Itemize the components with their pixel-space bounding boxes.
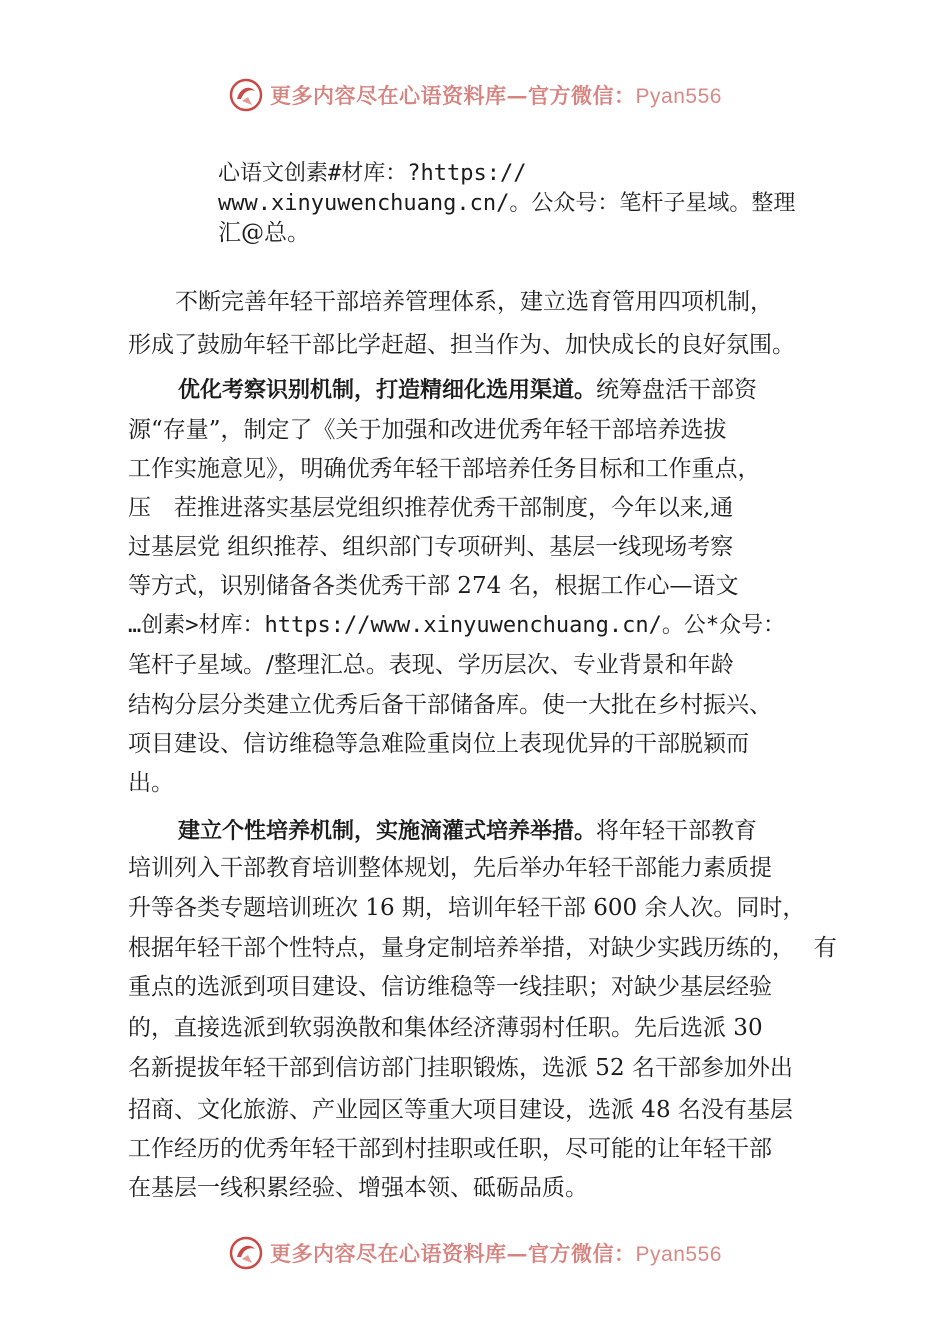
section1-first-rest: 统筹盘活干部资 [596,377,758,403]
intro-line: 形成了鼓励年轻干部比学赶超、担当作为、加快成长的良好氛围。 [128,332,795,358]
section1-line: …创素>材库：https://www.xinyuwenchuang.cn/。公*众号： [128,613,786,638]
footer-banner [0,1228,950,1278]
header-wechat-id: Pyan556 [635,85,722,108]
section2-line: 升等各类专题培训班次 16 期，培训年轻干部 600 余人次。同时， [128,895,806,921]
header-banner [0,70,950,120]
notice-line: 汇@总。 [218,220,310,246]
section2-line: 根据年轻干部个性特点，量身定制培养举措，对缺少实践历练的， 有 [128,935,837,961]
brand-logo-icon [228,77,264,113]
intro-line: 不断完善年轻干部培养管理体系，建立选育管用四项机制， [175,289,773,315]
section1-line: 工作实施意见》，明确优秀年轻干部培养任务目标和工作重点， [128,456,761,482]
section1-line: 笔杆子星域。/整理汇总。表现、学历层次、专业背景和年龄 [128,652,734,678]
section2-line: 在基层一线积累经验、增强本领、砥砺品质。 [128,1175,588,1201]
section1-line: 出。 [128,770,174,796]
section1-heading: 优化考察识别机制，打造精细化选用渠道。 [178,378,597,403]
section1-first-line [178,370,757,410]
section2-first-rest: 将年轻干部教育 [596,818,758,844]
section1-line: 结构分层分类建立优秀后备干部储备库。使一大批在乡村振兴、 [128,692,772,718]
notice-line: 心语文创素#材库：?https:// [218,161,527,186]
section2-line: 的，直接选派到软弱涣散和集体经济薄弱村任职。先后选派 30 [128,1015,763,1041]
header-banner-text [270,80,722,110]
brand-logo-icon [228,1235,264,1271]
section1-line: 等方式，识别储备各类优秀干部 274 名，根据工作心—语文 [128,573,739,599]
section1-line: 压 茬推进落实基层党组织推荐优秀干部制度，今年以来,通 [128,495,734,521]
section2-line: 工作经历的优秀年轻干部到村挂职或任职，尽可能的让年轻干部 [128,1136,772,1162]
section2-line: 培训列入干部教育培训整体规划，先后举办年轻干部能力素质提 [128,855,772,881]
section1-line: 源“存量”，制定了《关于加强和改进优秀年轻干部培养选拔 [128,417,727,443]
section2-line: 名新提拔年轻干部到信访部门挂职锻炼，选派 52 名干部参加外出 [128,1055,793,1081]
notice-line: www.xinyuwenchuang.cn/。公众号：笔杆子星域。整理 [218,191,796,216]
footer-banner-label: 更多内容尽在心语资料库—官方微信： [270,1241,636,1266]
section2-first-line [178,811,757,851]
footer-wechat-id: Pyan556 [635,1243,722,1266]
section2-line: 重点的选派到项目建设、信访维稳等一线挂职；对缺少基层经验 [128,974,772,1000]
header-banner-label: 更多内容尽在心语资料库—官方微信： [270,83,636,108]
section1-line: 过基层党 组织推荐、组织部门专项研判、基层一线现场考察 [128,534,734,560]
section2-line: 招商、文化旅游、产业园区等重大项目建设，选派 48 名没有基层 [128,1097,793,1123]
footer-banner-text [270,1238,722,1268]
section2-heading: 建立个性培养机制，实施滴灌式培养举措。 [178,819,597,844]
section1-line: 项目建设、信访维稳等急难险重岗位上表现优异的干部脱颖而 [128,731,749,757]
